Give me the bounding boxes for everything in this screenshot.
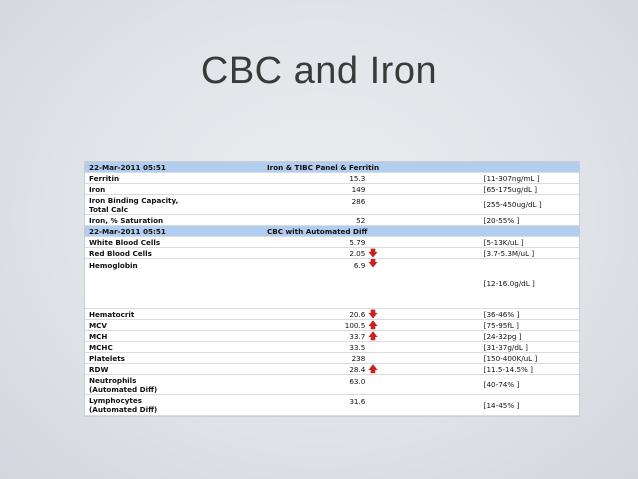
table-row (85, 184, 579, 195)
test-name: Neutrophils (89, 375, 137, 385)
table-row (85, 320, 579, 331)
section-date: 22-Mar-2011 05:51 (85, 162, 263, 173)
table-row (85, 215, 579, 226)
test-name: Hemoglobin (85, 259, 263, 309)
arrow-down-icon: 🡇 (368, 259, 378, 269)
test-name: MCHC (85, 342, 263, 353)
arrow-down-icon: 🡇 (368, 248, 378, 259)
lab-results-panel (84, 161, 580, 417)
test-name-line2: Total Calc (89, 204, 128, 214)
test-name-line2: (Automated Diff) (89, 405, 158, 414)
reference-range: [150-400K/uL ] (474, 353, 579, 364)
table-row (85, 375, 579, 395)
arrow-down-icon: 🡇 (368, 309, 378, 320)
test-value: 52 (263, 215, 368, 226)
test-name: Lymphocytes (89, 396, 142, 405)
table-row (85, 248, 579, 259)
test-value: 5.79 (263, 237, 368, 248)
reference-range: [3.7-5.3M/uL ] (474, 248, 579, 259)
reference-range: [5-13K/uL ] (474, 237, 579, 248)
table-row (85, 342, 579, 353)
section-panel-name: Iron & TIBC Panel & Ferritin (263, 162, 579, 173)
reference-range: [14-45% ] (474, 395, 579, 416)
test-name: Hematocrit (85, 309, 263, 320)
test-value: 2.05 (263, 248, 368, 259)
test-name: Platelets (85, 353, 263, 364)
test-name-line2: (Automated Diff) (89, 384, 158, 394)
reference-range: [12-16.0g/dL ] (474, 259, 579, 309)
table-row (85, 309, 579, 320)
test-name: Iron (85, 184, 263, 195)
test-value: 20.6 (263, 309, 368, 320)
section-header-cbc (85, 226, 579, 237)
table-row (85, 353, 579, 364)
reference-range: [75-95fL ] (474, 320, 579, 331)
test-name: RDW (85, 364, 263, 375)
test-value: 6.9 (263, 259, 368, 309)
test-value: 28.4 (263, 364, 368, 375)
test-name: MCH (85, 331, 263, 342)
reference-range: [20-55% ] (474, 215, 579, 226)
arrow-up-icon: 🡅 (368, 364, 378, 375)
test-value: 286 (263, 195, 368, 215)
table-row (85, 195, 579, 215)
test-value: 238 (263, 353, 368, 364)
test-name: Iron Binding Capacity, (89, 195, 179, 205)
lab-results-table (85, 162, 579, 416)
table-row (85, 331, 579, 342)
section-header-iron (85, 162, 579, 173)
test-value: 15.3 (263, 173, 368, 184)
test-value: 33.5 (263, 342, 368, 353)
test-value: 31.6 (263, 395, 368, 416)
test-value: 100.5 (263, 320, 368, 331)
reference-range: [24-32pg ] (474, 331, 579, 342)
test-value: 149 (263, 184, 368, 195)
test-name: Ferritin (85, 173, 263, 184)
slide-title: CBC and Iron (200, 50, 438, 92)
test-name: Red Blood Cells (85, 248, 263, 259)
table-row (85, 395, 579, 416)
reference-range: [65-175ug/dL ] (474, 184, 579, 195)
arrow-up-icon: 🡅 (368, 320, 378, 331)
reference-range: [40-74% ] (474, 375, 579, 395)
table-row (85, 173, 579, 184)
table-row (85, 259, 579, 309)
test-name: White Blood Cells (85, 237, 263, 248)
table-row (85, 237, 579, 248)
reference-range: [255-450ug/dL ] (474, 195, 579, 215)
table-row (85, 364, 579, 375)
section-date: 22-Mar-2011 05:51 (85, 226, 263, 237)
test-value: 63.0 (263, 375, 368, 395)
reference-range: [36-46% ] (474, 309, 579, 320)
reference-range: [11-307ng/mL ] (474, 173, 579, 184)
section-panel-name: CBC with Automated Diff (263, 226, 579, 237)
test-name: Iron, % Saturation (85, 215, 263, 226)
test-name: MCV (85, 320, 263, 331)
reference-range: [11.5-14.5% ] (474, 364, 579, 375)
test-value: 33.7 (263, 331, 368, 342)
reference-range: [31-37g/dL ] (474, 342, 579, 353)
arrow-up-icon: 🡅 (368, 331, 378, 342)
